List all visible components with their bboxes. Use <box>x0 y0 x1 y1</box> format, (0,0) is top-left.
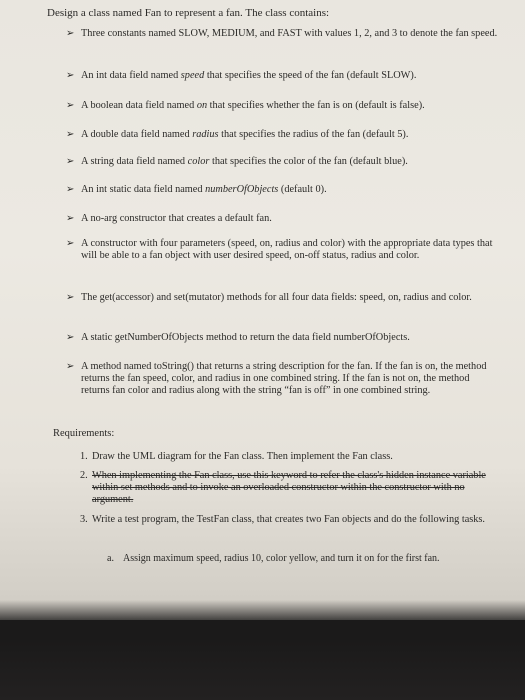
arrow-bullet-icon: ➢ <box>66 238 75 249</box>
bullet-item-color <box>66 156 498 168</box>
bullet-text: A static getNumberOfObjects method to return the data field numberOfObjects. <box>81 332 410 343</box>
requirements-heading: Requirements: <box>53 428 115 439</box>
arrow-bullet-icon: ➢ <box>66 184 75 195</box>
bullet-item-on <box>66 100 498 112</box>
bullet-text: A no-arg constructor that creates a default fan. <box>81 213 272 224</box>
bullet-item-radius <box>66 129 498 141</box>
requirement-text: Write a test program, the TestFan class, that creates two Fan objects and do the following tasks. <box>92 514 486 525</box>
bullet-text: A boolean data field named on that specifies whether the fan is on (default is false). <box>81 100 425 111</box>
bullet-item-get-set <box>66 292 498 304</box>
requirement-item-2 <box>80 470 492 507</box>
bullet-text: A constructor with four parameters (speed, on, radius and color) with the appropriate data types that will be able to a fan object with user desired speed, on-off status, radius and color. <box>81 238 493 262</box>
dark-background-area <box>0 600 525 700</box>
arrow-bullet-icon: ➢ <box>66 129 75 140</box>
bullet-item-no-arg-constructor <box>66 213 498 225</box>
sub-item-letter: a. <box>107 553 114 564</box>
bullet-item-constants <box>66 28 498 40</box>
arrow-bullet-icon: ➢ <box>66 292 75 303</box>
sub-item-text: Assign maximum speed, radius 10, color yellow, and turn it on for the first fan. <box>123 553 440 564</box>
arrow-bullet-icon: ➢ <box>66 332 75 343</box>
bullet-text: An int static data field named numberOfObjects (default 0). <box>81 184 327 195</box>
arrow-bullet-icon: ➢ <box>66 361 75 372</box>
bullet-item-number-of-objects <box>66 184 498 196</box>
requirement-item-3 <box>80 514 492 526</box>
requirement-number: 1. <box>80 451 88 462</box>
sub-item-a <box>107 553 497 565</box>
arrow-bullet-icon: ➢ <box>66 213 75 224</box>
intro-text: Design a class named Fan to represent a fan. The class contains: <box>47 7 330 19</box>
requirement-item-1 <box>80 451 492 463</box>
bullet-item-four-param-constructor <box>66 238 498 262</box>
requirement-text-struck: When implementing the Fan class, use this keyword to refer the class's hidden instance variable within set methods and to invoke an overloaded constructor within the constructor with no argument. <box>92 470 486 506</box>
bullet-item-static-getter <box>66 332 498 344</box>
bullet-text: An int data field named speed that specifies the speed of the fan (default SLOW). <box>81 70 417 81</box>
arrow-bullet-icon: ➢ <box>66 156 75 167</box>
requirement-number: 3. <box>80 514 88 525</box>
arrow-bullet-icon: ➢ <box>66 28 75 39</box>
arrow-bullet-icon: ➢ <box>66 100 75 111</box>
bullet-text: A string data field named color that specifies the color of the fan (default blue). <box>81 156 408 167</box>
arrow-bullet-icon: ➢ <box>66 70 75 81</box>
bullet-text: A method named toString() that returns a string description for the fan. If the fan is on, the method returns the fan speed, color, and radius in one combined string. If the fan is not on, the method returns fan color and radius along with the string “fan is off” in one combined string. <box>81 361 487 397</box>
bullet-item-to-string <box>66 361 498 398</box>
requirement-text: Draw the UML diagram for the Fan class. Then implement the Fan class. <box>92 451 393 462</box>
bullet-item-speed <box>66 70 498 82</box>
bullet-text: The get(accessor) and set(mutator) methods for all four data fields: speed, on, radius and color. <box>81 292 472 303</box>
requirement-number: 2. <box>80 470 88 481</box>
bullet-text: Three constants named SLOW, MEDIUM, and FAST with values 1, 2, and 3 to denote the fan speed. <box>81 28 498 39</box>
bullet-text: A double data field named radius that specifies the radius of the fan (default 5). <box>81 129 409 140</box>
